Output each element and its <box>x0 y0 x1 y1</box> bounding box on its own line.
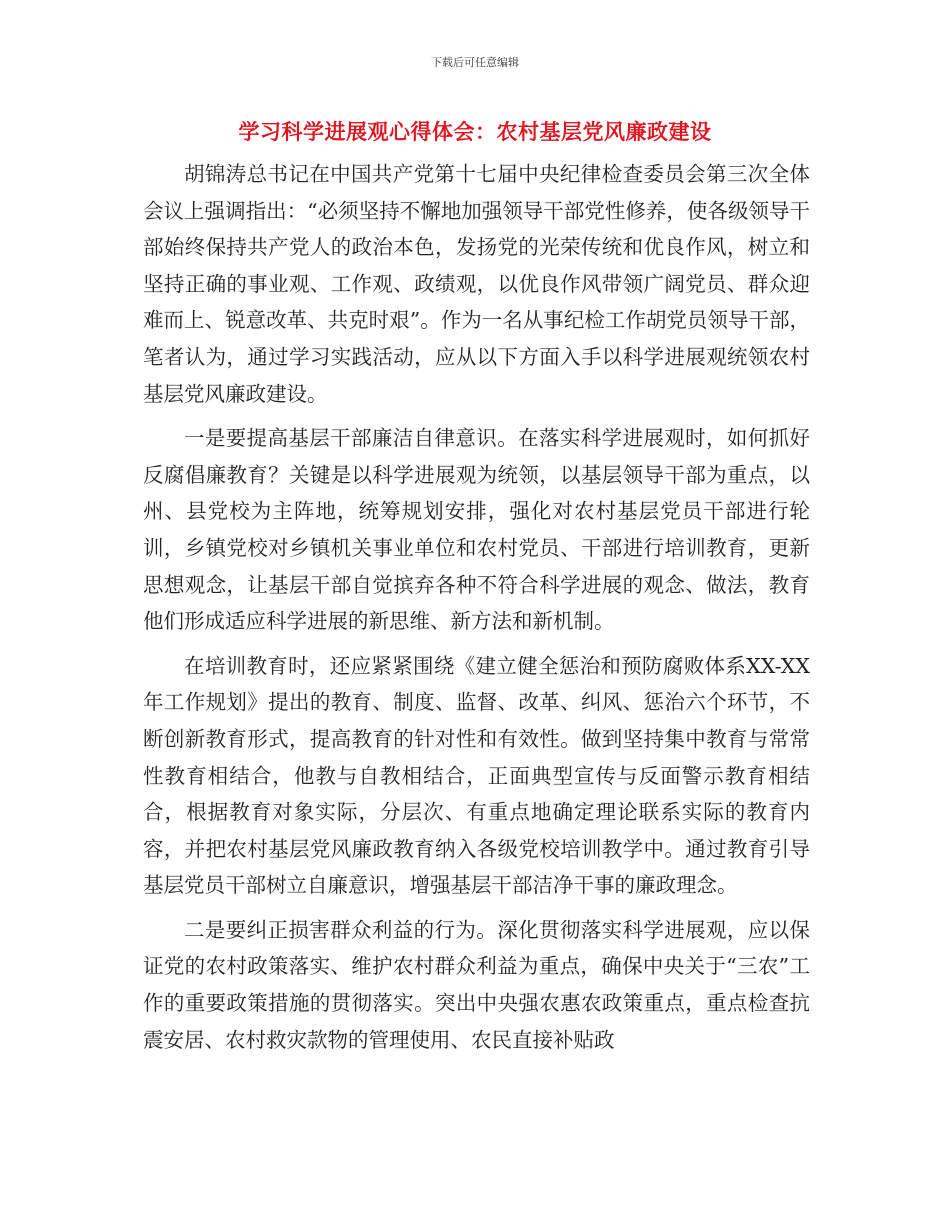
paragraph-4: 二是要纠正损害群众利益的行为。深化贯彻落实科学进展观，应以保证党的农村政策落实、维护农村群众利益为重点，确保中央关于“三农”工作的重要政策措施的贯彻落实。突出中央强农惠农政策重点，重点检查抗震安居、农村救灾款物的管理使用、农民直接补贴政 <box>143 917 810 1052</box>
document-body <box>143 156 810 1058</box>
document-title: 学习科学进展观心得体会：农村基层党风廉政建设 <box>238 119 712 144</box>
paragraph-3: 在培训教育时，还应紧紧围绕《建立健全惩治和预防腐败体系XX-XX年工作规划》提出的教育、制度、监督、改革、纠风、惩治六个环节，不断创新教育形式，提高教育的针对性和有效性。做到坚持集中教育与常常性教育相结合，他教与自教相结合，正面典型宣传与反面警示教育相结合，根据教育对象实际，分层次、有重点地确定理论联系实际的教育内容，并把农村基层党风廉政教育纳入各级党校培训教学中。通过教育引导基层党员干部树立自廉意识，增强基层干部洁净干事的廉政理念。 <box>143 653 810 898</box>
paragraph-2: 一是要提高基层干部廉洁自律意识。在落实科学进展观时，如何抓好反腐倡廉教育？关键是以科学进展观为统领，以基层领导干部为重点，以州、县党校为主阵地，统筹规划安排，强化对农村基层党员干部进行轮训，乡镇党校对乡镇机关事业单位和农村党员、干部进行培训教育，更新思想观念，让基层干部自觉摈弃各种不符合科学进展的观念、做法，教育他们形成适应科学进展的新思维、新方法和新机制。 <box>143 426 810 634</box>
header-note: 下载后可任意编辑 <box>431 56 519 69</box>
paragraph-1: 胡锦涛总书记在中国共产党第十七届中央纪律检查委员会第三次全体会议上强调指出：“必须坚持不懈地加强领导干部党性修养，使各级领导干部始终保持共产党人的政治本色，发扬党的光荣传统和优良作风，树立和坚持正确的事业观、工作观、政绩观，以优良作风带领广阔党员、群众迎难而上、锐意改革、共克时艰”。作为一名从事纪检工作胡党员领导干部，笔者认为，通过学习实践活动，应从以下方面入手以科学进展观统领农村基层党风廉政建设。 <box>143 162 810 406</box>
